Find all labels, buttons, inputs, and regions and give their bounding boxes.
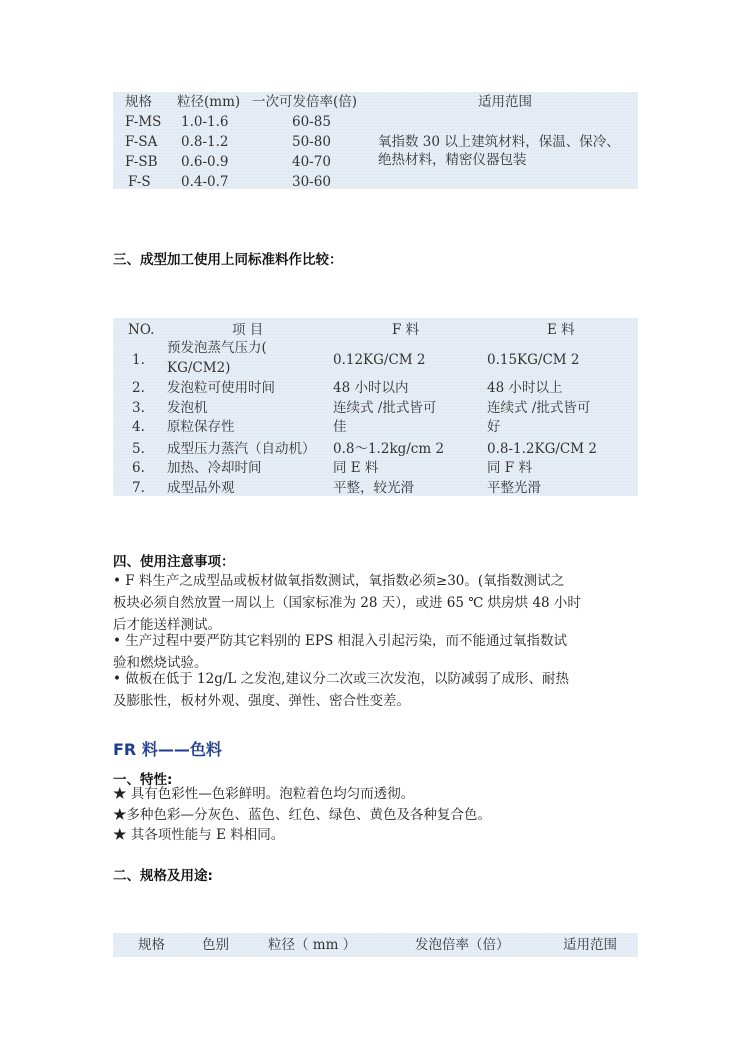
table1-row-rate: 30-60: [292, 174, 331, 190]
table2-row-e: 好: [487, 419, 501, 435]
table1-usage: 氧指数 30 以上建筑材料，保温、保冷、: [378, 134, 620, 150]
fr-section-title: FR 料——色料: [113, 740, 222, 759]
notice-line: 后才能送样测试。: [113, 617, 221, 633]
table2-row-f: 0.12KG/CM 2: [333, 352, 426, 368]
table1-row-size: 0.8-1.2: [181, 134, 229, 150]
section-heading: 一、特性:: [113, 772, 173, 788]
table2-header-no: NO.: [128, 322, 155, 338]
table2-row-f: 佳: [333, 419, 347, 435]
table2-row-e: 连续式 /批式皆可: [487, 400, 591, 416]
table2-header-e: E 料: [547, 322, 575, 338]
table1-header-rate: 一次可发倍率(倍): [252, 94, 358, 110]
feature-line: ★ 具有色彩性—色彩鲜明。泡粒着色均匀而透彻。: [113, 786, 415, 802]
table2-row-item: 成型压力蒸汽（自动机）: [167, 441, 316, 457]
table2-row-f: 同 E 料: [333, 460, 379, 476]
table3-header: 规格: [138, 937, 165, 953]
table2-row-item: 成型品外观: [167, 480, 235, 496]
section-heading: 四、使用注意事项：: [113, 554, 235, 570]
table2-row-e: 0.8-1.2KG/CM 2: [487, 441, 597, 457]
table1-row-spec: F-MS: [125, 114, 162, 130]
table2-row-f: 48 小时以内: [333, 380, 409, 396]
table1-row-size: 0.4-0.7: [181, 174, 229, 190]
notice-line: 及膨胀性，板材外观、强度、弹性、密合性变差。: [113, 693, 410, 709]
table2-row-item: 发泡粒可使用时间: [167, 380, 275, 396]
table2-header-f: F 料: [392, 322, 420, 338]
feature-line: ★ 其各项性能与 E 料相同。: [113, 827, 285, 843]
table2-row-f: 平整，较光滑: [333, 480, 414, 496]
table3-header: 发泡倍率（倍）: [415, 937, 510, 953]
table1-row-rate: 60-85: [292, 114, 331, 130]
table2-row-e: 同 F 料: [487, 460, 532, 476]
table2-row-no: 5.: [132, 441, 145, 457]
table2-row-item: 加热、冷却时间: [167, 460, 262, 476]
table3-header: 粒径（ mm ）: [268, 937, 357, 953]
table2-row-e: 0.15KG/CM 2: [487, 352, 580, 368]
table3-header: 适用范围: [563, 937, 617, 953]
table2-row-no: 2.: [132, 380, 145, 396]
table3-header: 色别: [202, 937, 229, 953]
table2-row-e: 平整光滑: [487, 480, 541, 496]
table2-row-e: 48 小时以上: [487, 380, 563, 396]
table1-usage: 绝热材料，精密仪器包装: [378, 152, 527, 168]
notice-line: • 做板在低于 12g/L 之发泡,建议分二次或三次发泡，以防减弱了成形、耐热: [113, 671, 569, 687]
notice-line: • F 料生产之成型品或板材做氧指数测试，氧指数必须≥30。(氧指数测试之: [113, 573, 565, 589]
table1-row-size: 0.6-0.9: [181, 154, 229, 170]
table2-row-no: 7.: [132, 480, 145, 496]
table1-row-spec: F-SB: [125, 154, 158, 170]
table1-header-usage: 适用范围: [478, 94, 532, 110]
table1-row-spec: F-SA: [125, 134, 158, 150]
table2-row-item: KG/CM2): [167, 360, 231, 376]
table2-row-item: 预发泡蒸气压力(: [167, 340, 267, 356]
table2-row-no: 6.: [132, 460, 145, 476]
table2-row-f: 0.8～1.2kg/cm 2: [333, 441, 445, 457]
table1-header-size: 粒径(mm): [177, 94, 241, 110]
table1-header-spec: 规格: [125, 94, 152, 110]
table2-row-no: 3.: [132, 400, 145, 416]
table1-row-size: 1.0-1.6: [181, 114, 229, 130]
feature-line: ★多种色彩—分灰色、蓝色、红色、绿色、黄色及各种复合色。: [113, 807, 491, 823]
table2-row-item: 原粒保存性: [167, 419, 235, 435]
table2-row-item: 发泡机: [167, 400, 208, 416]
table1-row-rate: 50-80: [292, 134, 331, 150]
section-heading: 三、成型加工使用上同标准料作比较：: [113, 252, 343, 268]
table2-header-item: 项 目: [232, 322, 264, 338]
fr-spec-table: [113, 933, 638, 957]
table2-row-no: 4.: [132, 419, 145, 435]
table1-row-rate: 40-70: [292, 154, 331, 170]
section-heading: 二、规格及用途:: [113, 868, 213, 884]
notice-line: 验和燃烧试验。: [113, 655, 208, 671]
notice-line: • 生产过程中要严防其它料别的 EPS 相混入引起污染，而不能通过氧指数试: [113, 633, 568, 649]
table2-row-f: 连续式 /批式皆可: [333, 400, 437, 416]
table1-row-spec: F-S: [128, 174, 151, 190]
table2-row-no: 1.: [132, 352, 145, 368]
notice-line: 板块必须自然放置一周以上（国家标准为 28 天），或进 65 ℃ 烘房烘 48 小时: [113, 595, 581, 611]
